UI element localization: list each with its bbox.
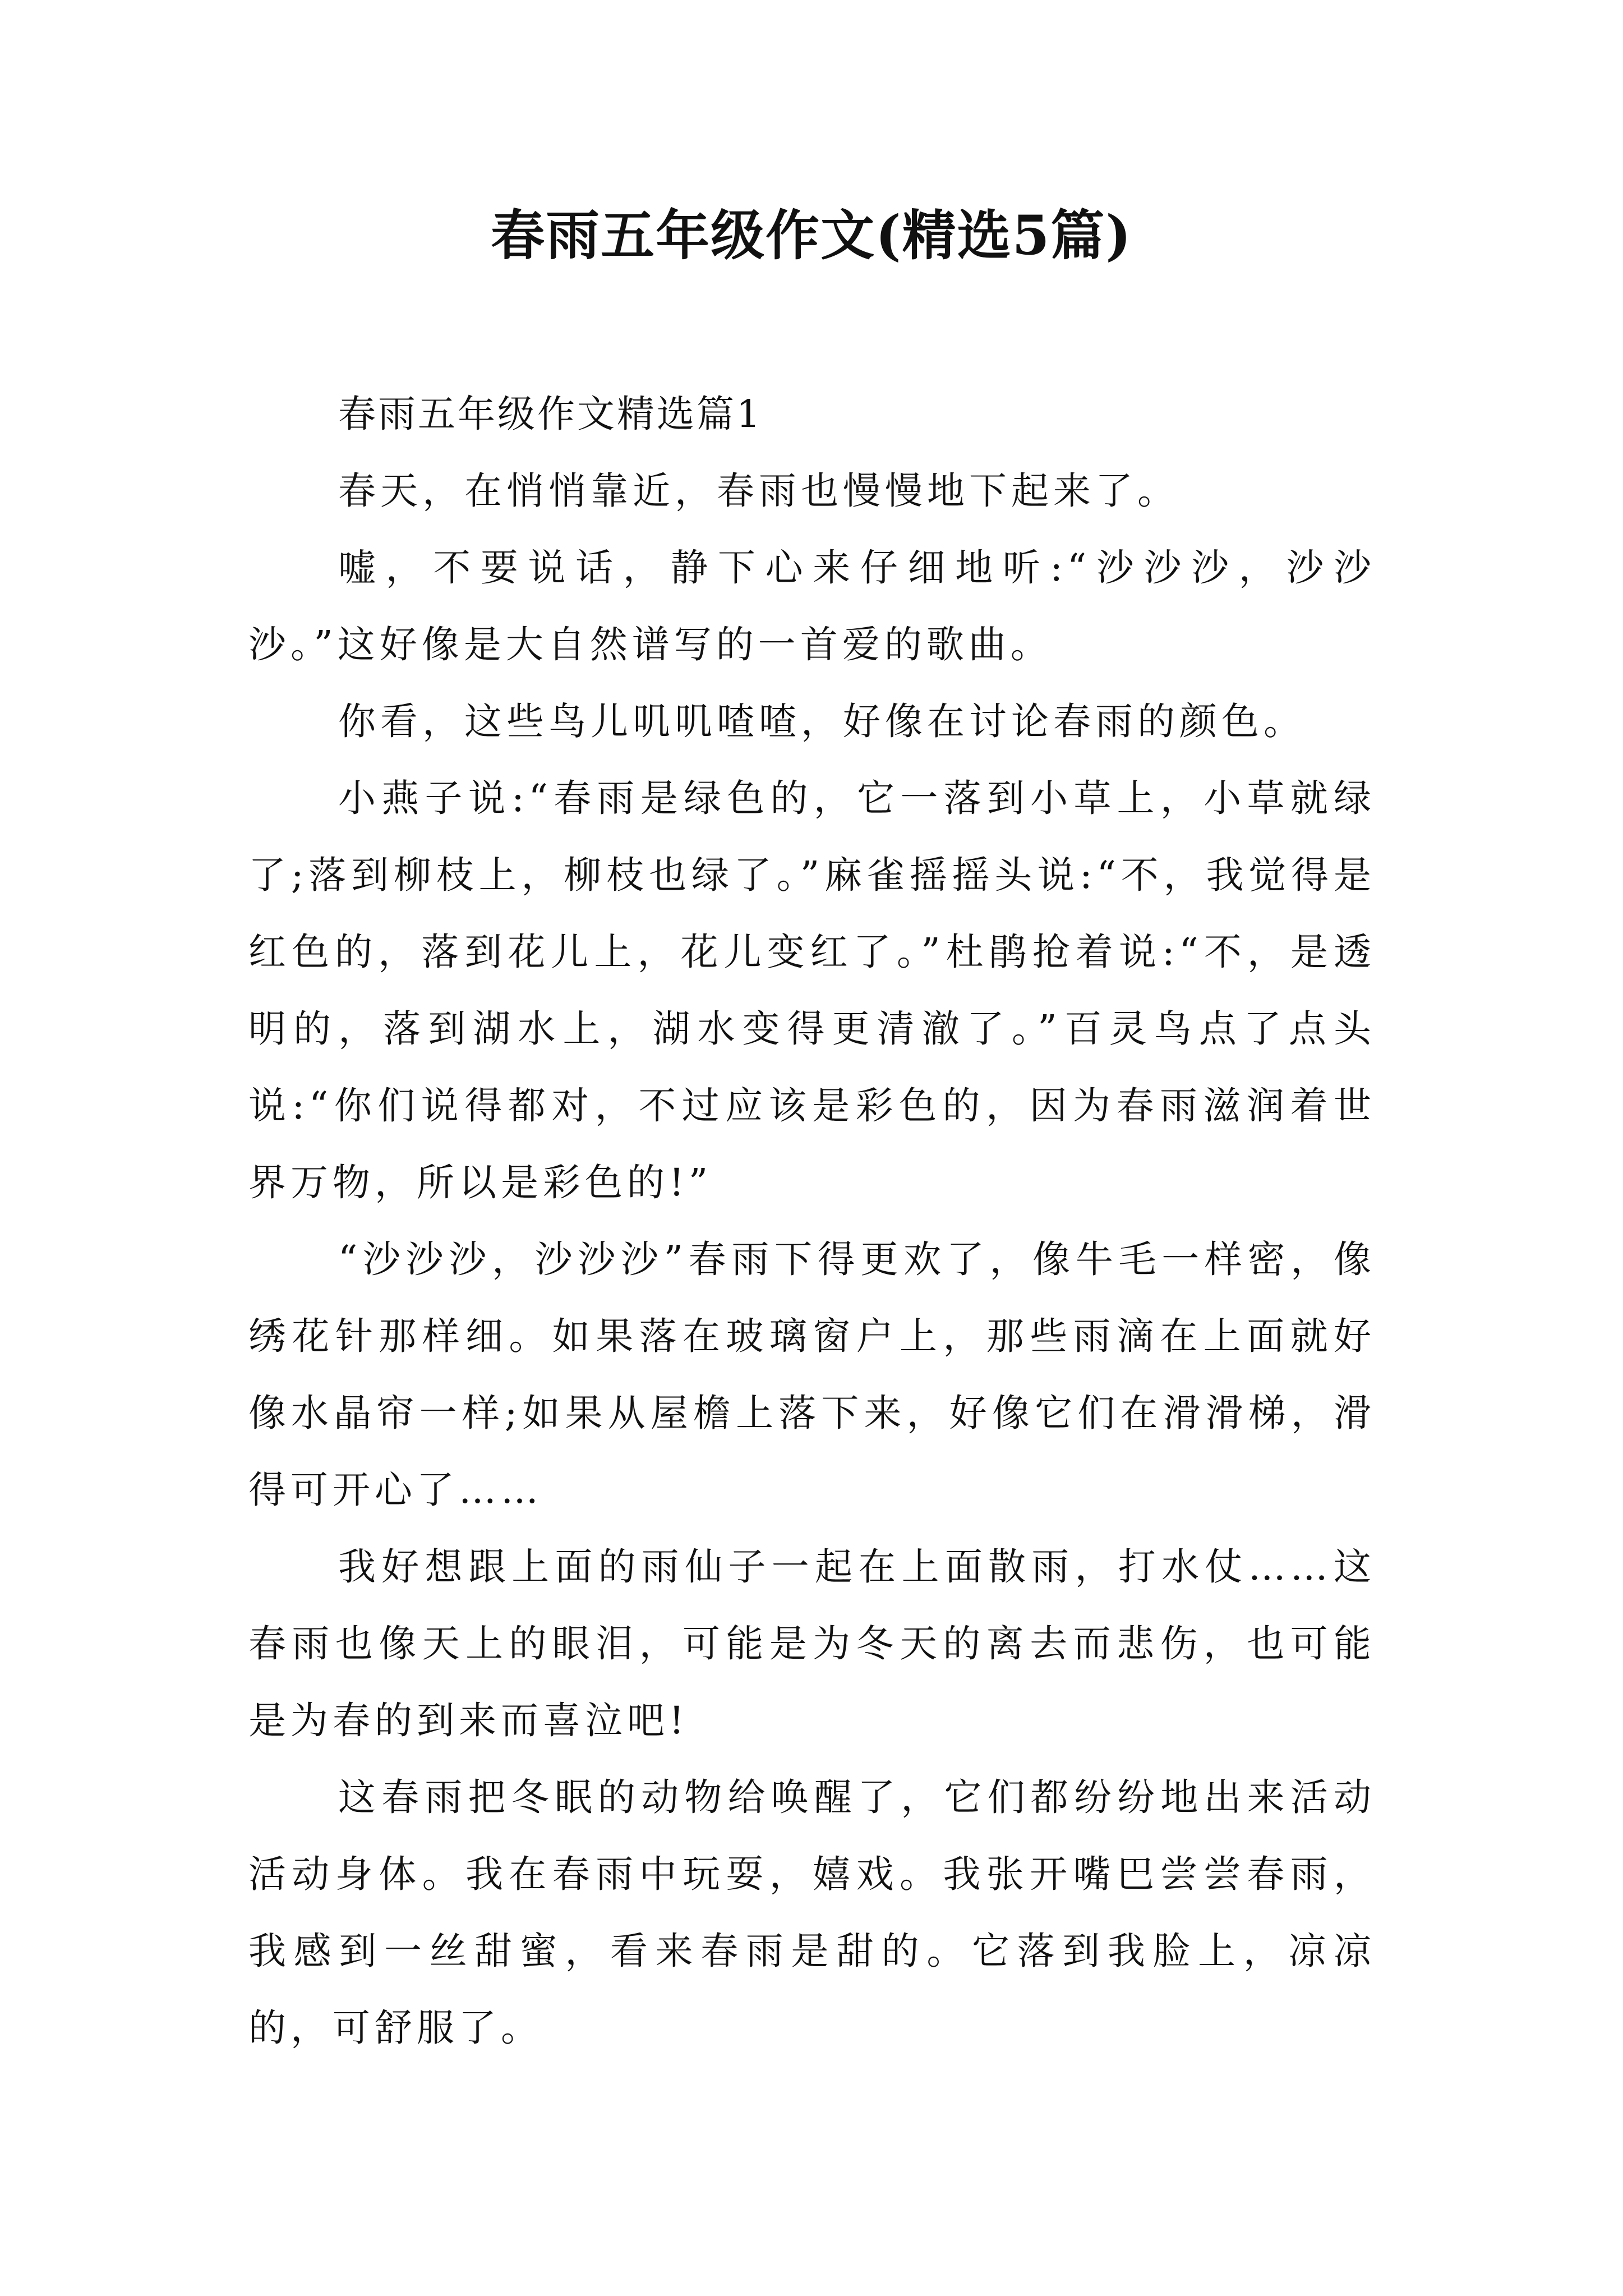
paragraph: 你看，这些鸟儿叽叽喳喳，好像在讨论春雨的颜色。	[338, 700, 1306, 743]
paragraph: “沙沙沙，沙沙沙”春雨下得更欢了，像牛毛一样密，像绣花针那样细。如果落在玻璃窗户上，那些雨滴在上面就好像水晶帘一样;如果从屋檐上落下来，好像它们在滑滑梯，滑得可开心了……	[248, 1237, 1376, 1512]
section-heading: 春雨五年级作文精选篇1	[338, 392, 763, 436]
document-body	[248, 376, 1376, 2067]
paragraph: 这春雨把冬眠的动物给唤醒了，它们都纷纷地出来活动活动身体。我在春雨中玩耍，嬉戏。我张开嘴巴尝尝春雨，我感到一丝甜蜜，看来春雨是甜的。它落到我脸上，凉凉的，可舒服了。	[248, 1775, 1376, 2050]
paragraph: 我好想跟上面的雨仙子一起在上面散雨，打水仗……这春雨也像天上的眼泪，可能是为冬天的离去而悲伤，也可能是为春的到来而喜泣吧!	[248, 1545, 1376, 1742]
paragraph: 春天，在悄悄靠近，春雨也慢慢地下起来了。	[338, 469, 1179, 513]
paragraph: 嘘，不要说话，静下心来仔细地听:“沙沙沙，沙沙沙。”这好像是大自然谱写的一首爱的歌曲。	[248, 546, 1376, 666]
document-title: 春雨五年级作文(精选5篇)	[491, 204, 1132, 267]
paragraph: 小燕子说:“春雨是绿色的，它一落到小草上，小草就绿了;落到柳枝上，柳枝也绿了。”麻雀摇摇头说:“不，我觉得是红色的，落到花儿上，花儿变红了。”杜鹃抢着说:“不，是透明的，落到湖水上，湖水变得更清澈了。”百灵鸟点了点头说:“你们说得都对，不过应该是彩色的，因为春雨滋润着世界万物，所以是彩色的!”	[248, 776, 1376, 1204]
